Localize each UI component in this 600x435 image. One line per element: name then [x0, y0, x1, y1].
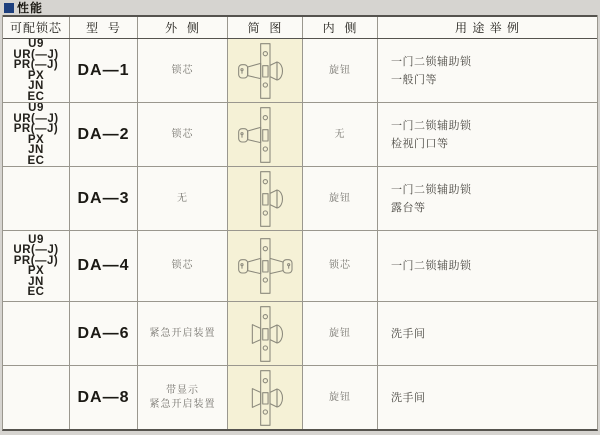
section-title — [2, 0, 598, 15]
cell-model — [70, 167, 138, 230]
outside-text: 紧急开启装置 — [149, 327, 216, 339]
cell-outside — [138, 366, 228, 429]
lock-diagram-emergency-left-knob-right — [230, 304, 300, 364]
table-row-DA4 — [3, 231, 597, 302]
table-row-DA8 — [3, 366, 597, 429]
model-number: DA—1 — [77, 61, 130, 79]
cell-usage-examples — [378, 39, 597, 102]
cell-usage-examples — [378, 167, 597, 230]
usage-line: 一门二锁辅助锁 — [391, 55, 472, 68]
usage-line: 一门二锁辅助锁 — [391, 183, 472, 196]
usage-line: 一门二锁辅助锁 — [391, 119, 472, 132]
cell-diagram — [228, 302, 303, 365]
cell-outside — [138, 231, 228, 301]
title-square-icon — [4, 3, 14, 13]
inside-text: 旋钮 — [329, 327, 351, 339]
table-body — [3, 39, 597, 429]
cell-diagram — [228, 167, 303, 230]
inside-text: 旋钮 — [329, 391, 351, 403]
table-row-DA3 — [3, 167, 597, 231]
model-number: DA—2 — [77, 125, 130, 143]
cell-outside — [138, 167, 228, 230]
cell-diagram — [228, 103, 303, 166]
section-title-text: 性能 — [17, 1, 44, 15]
outside-text: 紧急开启装置 — [149, 398, 216, 410]
cylinder-code: PX — [27, 69, 45, 82]
cylinder-code: PX — [27, 265, 45, 277]
usage-line: 洗手间 — [391, 391, 426, 404]
cell-model — [70, 103, 138, 166]
cell-inside — [303, 167, 378, 230]
cylinder-code: EC — [27, 286, 45, 298]
cell-inside — [303, 39, 378, 102]
cell-usage-examples — [378, 302, 597, 365]
cell-usage-examples — [378, 231, 597, 301]
lock-diagram-knob-right-only — [230, 169, 300, 229]
outside-text: 锁芯 — [171, 260, 194, 271]
column-header-inside: 内 侧 — [303, 17, 378, 38]
model-number: DA—8 — [77, 388, 130, 406]
inside-text: 无 — [334, 128, 346, 140]
outside-text: 无 — [177, 192, 188, 204]
cell-outside — [138, 39, 228, 102]
cell-model — [70, 366, 138, 429]
cell-inside — [303, 231, 378, 301]
table-row-DA6 — [3, 302, 597, 366]
cylinder-code: PR(—J) — [13, 254, 59, 267]
outside-text: 带显示 — [166, 384, 199, 396]
cylinder-code: UR(—J) — [13, 244, 59, 256]
usage-line: 露台等 — [391, 201, 426, 214]
column-header-outside: 外 侧 — [138, 17, 228, 38]
cell-usage-examples — [378, 366, 597, 429]
cylinder-code: PR(—J) — [13, 59, 59, 71]
column-header-usage: 用 途 举 例 — [454, 21, 520, 35]
outside-text: 锁芯 — [171, 64, 194, 76]
cell-diagram — [228, 366, 303, 429]
cylinder-code: EC — [27, 154, 45, 166]
cylinder-code: PX — [27, 133, 45, 146]
cell-compatible-cylinders — [3, 366, 70, 429]
cylinder-code: U9 — [28, 39, 44, 50]
lock-diagram-emergency-indicator-left-knob-right — [230, 368, 300, 428]
table-header-row — [3, 15, 597, 39]
cell-diagram — [228, 231, 303, 301]
outside-text: 锁芯 — [171, 128, 194, 140]
cell-model — [70, 302, 138, 365]
cylinder-code: U9 — [28, 233, 44, 246]
inside-text: 旋钮 — [329, 64, 351, 76]
model-number: DA—6 — [77, 324, 130, 342]
cylinder-code: UR(—J) — [13, 112, 59, 125]
cell-inside — [303, 103, 378, 166]
cylinder-code: U9 — [28, 103, 44, 114]
cell-model — [70, 231, 138, 301]
usage-line: 洗手间 — [391, 327, 426, 340]
cylinder-code: JN — [28, 275, 44, 288]
cell-diagram — [228, 39, 303, 102]
cell-compatible-cylinders — [3, 302, 70, 365]
usage-line: 一般门等 — [391, 73, 437, 86]
lock-diagram-cylinder-both-sides — [230, 236, 300, 296]
model-number: DA—4 — [77, 257, 130, 274]
cell-compatible-cylinders — [3, 103, 70, 166]
column-header-model: 型 号 — [70, 17, 138, 38]
spec-table — [2, 15, 598, 431]
cell-compatible-cylinders — [3, 231, 70, 301]
cylinder-code: EC — [27, 90, 45, 102]
model-number: DA—3 — [77, 189, 130, 207]
cylinder-code: UR(—J) — [13, 48, 59, 61]
cylinder-code: PR(—J) — [13, 123, 59, 135]
cell-outside — [138, 103, 228, 166]
cylinder-code: JN — [28, 80, 44, 92]
cell-outside — [138, 302, 228, 365]
inside-text: 锁芯 — [329, 260, 351, 271]
table-row-DA2 — [3, 103, 597, 167]
usage-line: 一门二锁辅助锁 — [391, 260, 472, 272]
cell-inside — [303, 302, 378, 365]
lock-diagram-cylinder-left-knob-right — [230, 41, 300, 101]
usage-line: 检视门口等 — [391, 137, 449, 150]
cell-compatible-cylinders — [3, 167, 70, 230]
cell-compatible-cylinders — [3, 39, 70, 102]
cell-model — [70, 39, 138, 102]
cylinder-code: JN — [28, 144, 44, 156]
cell-usage-examples — [378, 103, 597, 166]
column-header-diagram: 简 图 — [228, 17, 303, 38]
table-row-DA1 — [3, 39, 597, 103]
inside-text: 旋钮 — [329, 192, 351, 204]
cell-inside — [303, 366, 378, 429]
lock-diagram-cylinder-left-only — [230, 105, 300, 165]
column-header-cylinders: 可配锁芯 — [3, 17, 70, 38]
